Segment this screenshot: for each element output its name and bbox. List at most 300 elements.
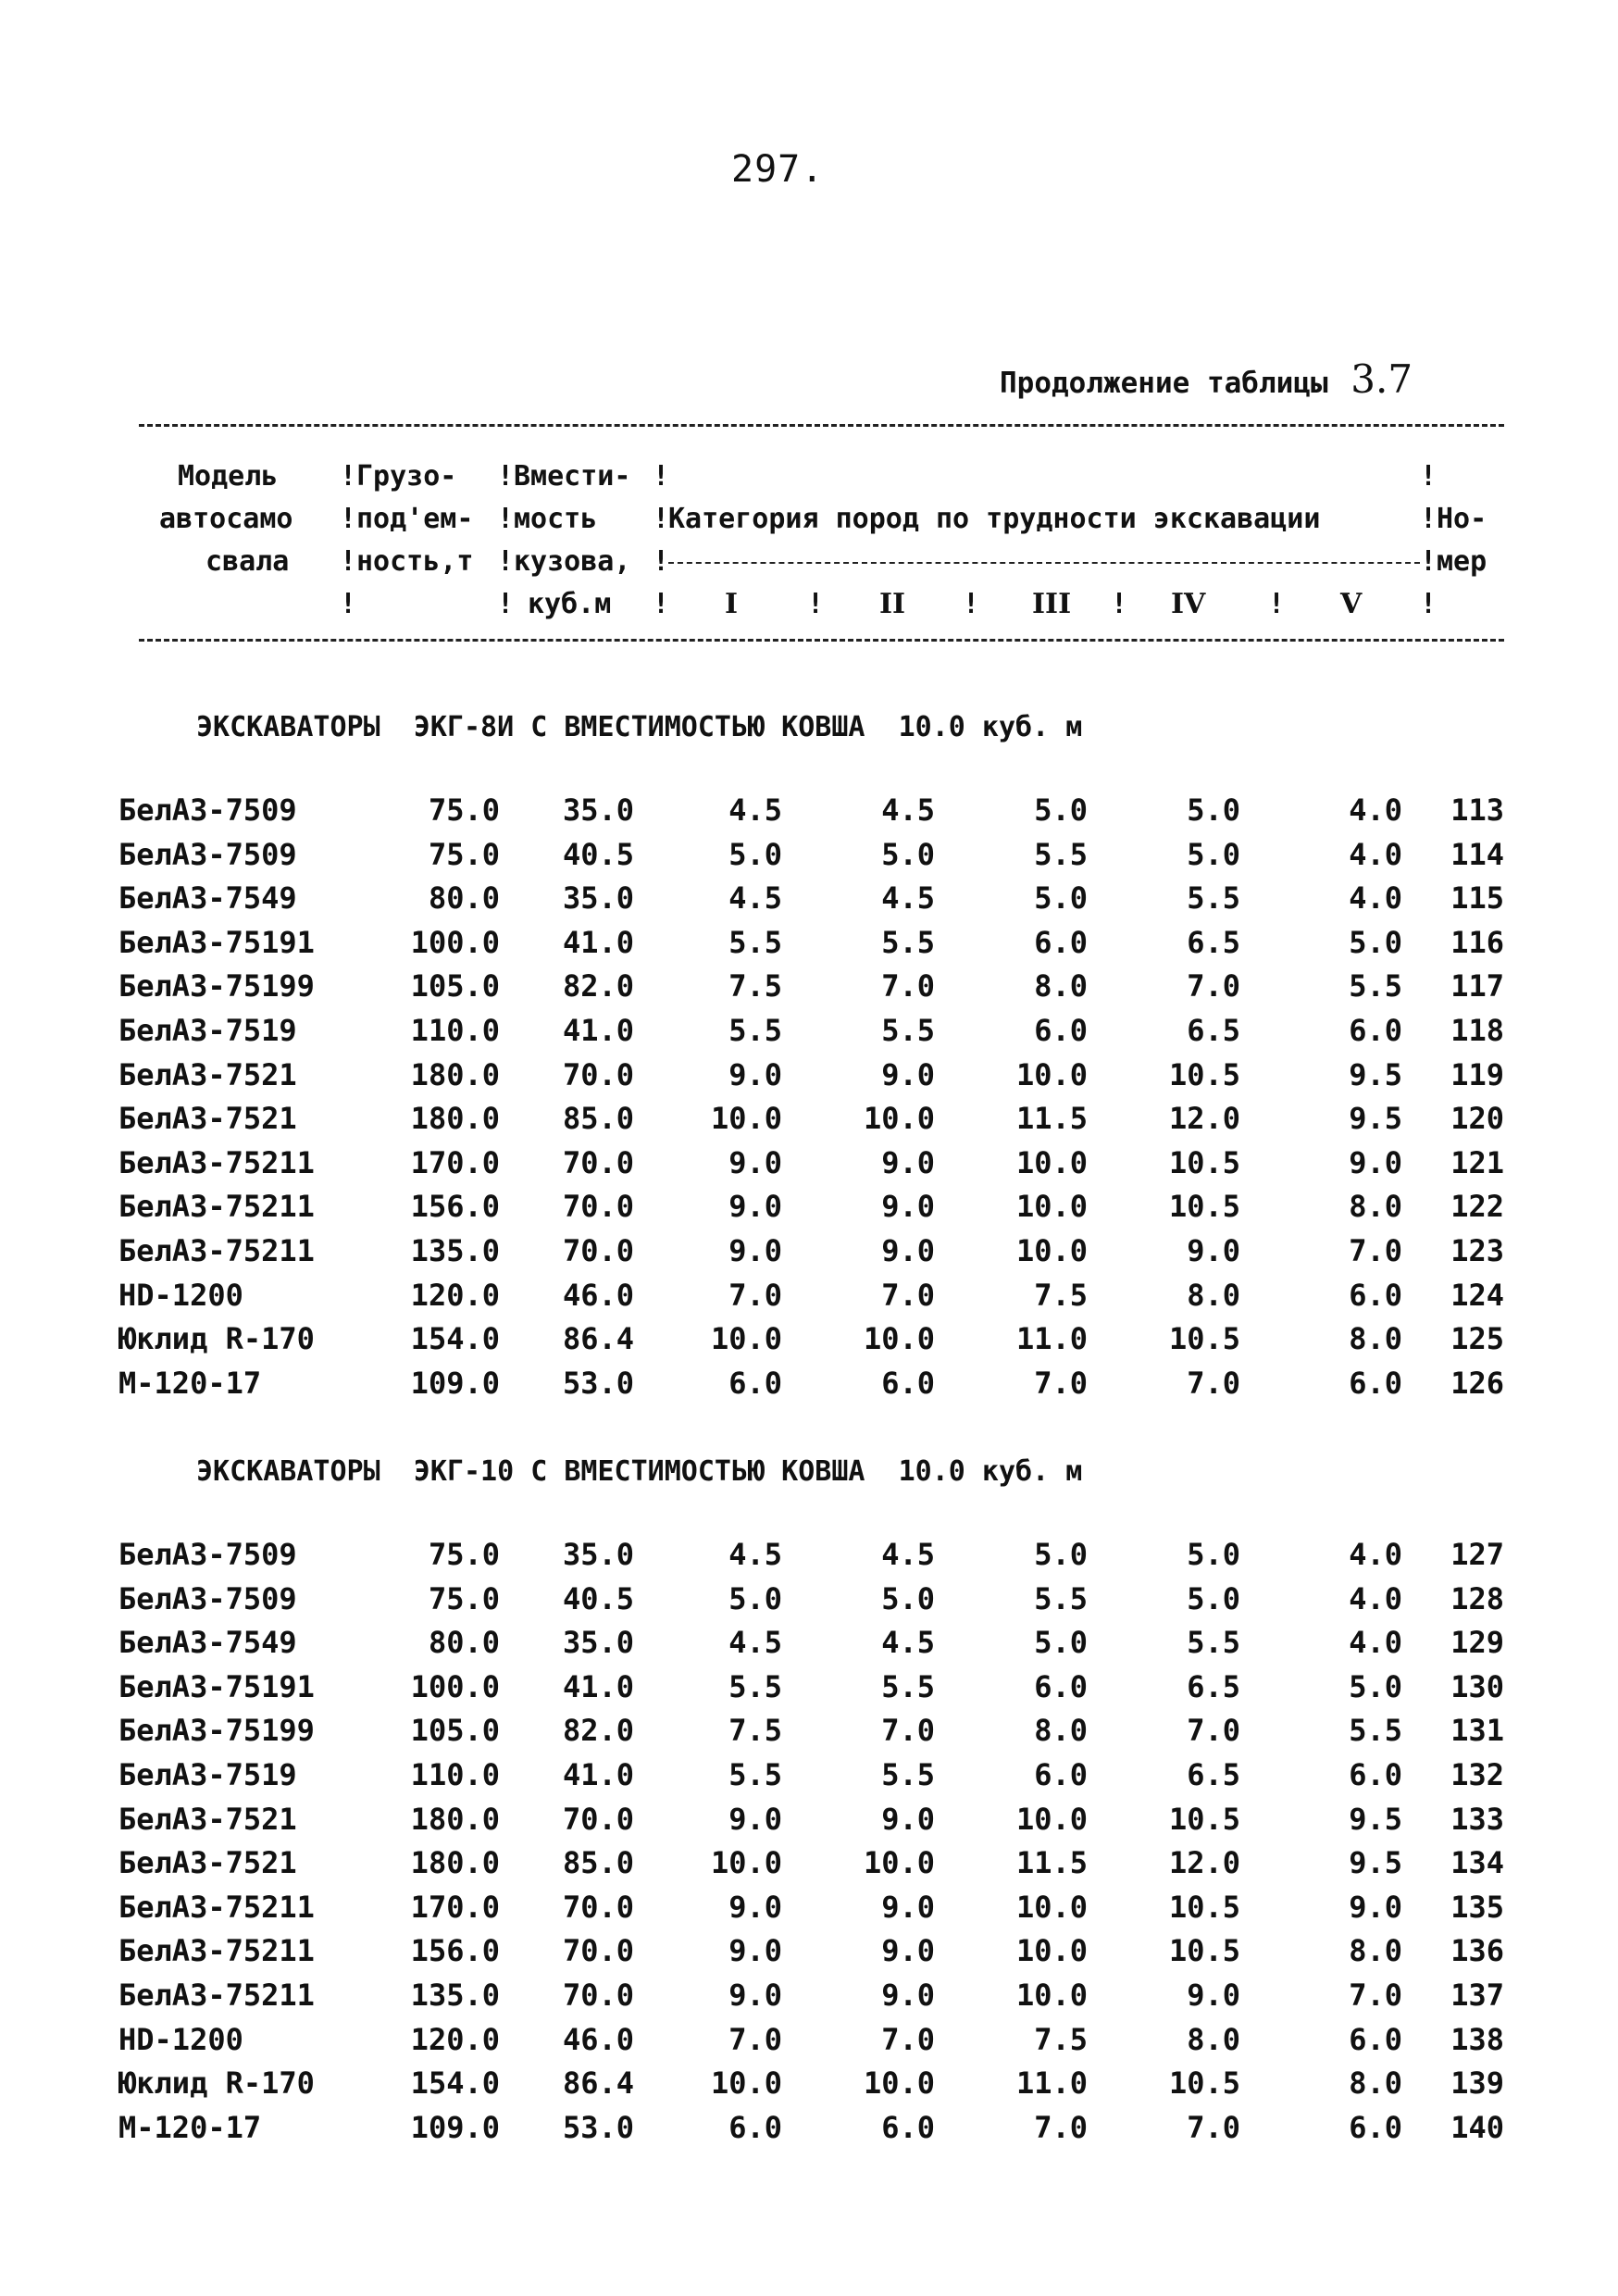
section-title: ЭКСКАВАТОРЫ ЭКГ-8И С ВМЕСТИМОСТЬЮ КОВША 10.0 куб. м [196,711,1083,743]
category-iv-value: 10.5 [1168,2065,1240,2102]
category-iv-value: 10.5 [1168,1801,1240,1837]
payload-value: 105.0 [410,1713,500,1749]
category-i-value: 5.5 [728,1757,782,1792]
row-number: 122 [1450,1189,1504,1225]
header-volume-line-2: мость [514,503,598,535]
category-iv-value: 12.0 [1168,1101,1240,1137]
category-iv-value: 7.0 [1187,1713,1240,1749]
category-i-value: 10.0 [710,2065,782,2102]
model-name: М-120-17 [118,2109,262,2145]
category-iv-value: 10.5 [1168,1056,1240,1092]
model-name: БелАЗ-7509 [118,792,297,828]
payload-value: 75.0 [428,1537,500,1572]
category-i-value: 10.0 [710,1321,782,1357]
category-iv-value: 10.5 [1168,1933,1240,1969]
category-i-value: 7.5 [728,1713,782,1749]
header-volume-line-3: кузова, [514,545,631,578]
category-iv-value: 9.0 [1187,1978,1240,2013]
category-v-value: 9.5 [1349,1801,1402,1837]
model-name: БелАЗ-7521 [118,1845,297,1881]
category-iv-value: 5.5 [1187,880,1240,917]
category-ii-value: 5.5 [881,924,935,960]
category-v-value: 8.0 [1349,1321,1402,1357]
category-iii-value: 8.0 [1034,1713,1088,1749]
category-ii-value: 4.5 [881,880,935,917]
model-name: БелАЗ-7519 [118,1013,297,1048]
category-iv-value: 8.0 [1187,2021,1240,2057]
payload-value: 120.0 [410,1277,500,1313]
model-name: БелАЗ-75211 [118,1978,315,2013]
category-ii-value: 4.5 [881,792,935,828]
category-v-value: 5.0 [1349,924,1402,960]
table-row [0,1666,1618,1709]
category-v-value: 8.0 [1349,1189,1402,1225]
category-iv-value: 5.0 [1187,1580,1240,1616]
table-row [0,1841,1618,1885]
payload-value: 100.0 [410,1668,500,1704]
payload-value: 170.0 [410,1144,500,1180]
category-i-value: 6.0 [728,2109,782,2145]
category-i-value: 9.0 [728,1189,782,1225]
model-name: HD-1200 [118,1277,243,1313]
body-volume-value: 70.0 [562,1801,634,1837]
header-separator-2b: ! [497,503,515,535]
category-iii-value: 10.0 [1015,1233,1088,1268]
header-separator-4: ! [1420,460,1438,493]
table-row [0,1578,1618,1621]
header-category-i: I [725,588,739,620]
body-volume-value: 41.0 [562,1668,634,1704]
category-ii-value: 4.5 [881,1625,935,1661]
body-volume-value: 35.0 [562,1625,634,1661]
category-i-value: 4.5 [728,1625,782,1661]
body-volume-value: 46.0 [562,1277,634,1313]
category-iii-value: 11.5 [1015,1101,1088,1137]
category-iii-value: 6.0 [1034,924,1088,960]
payload-value: 180.0 [410,1101,500,1137]
model-name: БелАЗ-7519 [118,1757,297,1792]
category-v-value: 6.0 [1349,1365,1402,1401]
header-model-line-2: автосамо [159,503,293,535]
payload-value: 135.0 [410,1978,500,2013]
body-volume-value: 35.0 [562,792,634,828]
model-name: БелАЗ-75211 [118,1933,315,1969]
category-i-value: 9.0 [728,1233,782,1268]
category-ii-value: 9.0 [881,1144,935,1180]
category-v-value: 9.0 [1349,1144,1402,1180]
category-i-value: 9.0 [728,1933,782,1969]
category-i-value: 9.0 [728,1056,782,1092]
category-iii-value: 10.0 [1015,1189,1088,1225]
category-iii-value: 11.0 [1015,2065,1088,2102]
category-i-value: 9.0 [728,1978,782,2013]
category-v-value: 9.5 [1349,1101,1402,1137]
payload-value: 156.0 [410,1189,500,1225]
body-volume-value: 70.0 [562,1144,634,1180]
header-volume-line-4: куб.м [528,588,612,620]
category-iv-value: 5.5 [1187,1625,1240,1661]
category-iii-value: 5.0 [1034,1537,1088,1572]
header-separator-3c: ! [653,545,670,578]
category-i-value: 5.5 [728,1668,782,1704]
category-ii-value: 10.0 [863,1845,935,1881]
body-volume-value: 86.4 [562,2065,634,2102]
category-iii-value: 6.0 [1034,1757,1088,1792]
payload-value: 75.0 [428,792,500,828]
model-name: Юклид R-170 [118,1321,315,1357]
category-iv-value: 10.5 [1168,1144,1240,1180]
category-i-value: 4.5 [728,1537,782,1572]
header-category-divider [668,562,1420,564]
category-iv-value: 7.0 [1187,968,1240,1004]
payload-value: 156.0 [410,1933,500,1969]
row-number: 128 [1450,1580,1504,1616]
category-iii-value: 5.0 [1034,792,1088,828]
category-iv-value: 9.0 [1187,1233,1240,1268]
model-name: БелАЗ-7509 [118,1537,297,1572]
row-number: 138 [1450,2021,1504,2057]
table-row [0,1709,1618,1753]
category-v-value: 6.0 [1349,1013,1402,1048]
table-row [0,1533,1618,1577]
category-iv-value: 8.0 [1187,1277,1240,1313]
category-v-value: 6.0 [1349,2109,1402,2145]
row-number: 121 [1450,1144,1504,1180]
category-ii-value: 9.0 [881,1801,935,1837]
body-volume-value: 35.0 [562,1537,634,1572]
model-name: М-120-17 [118,1365,262,1401]
table-row [0,1054,1618,1097]
row-number: 118 [1450,1013,1504,1048]
payload-value: 110.0 [410,1013,500,1048]
header-separator-2c: ! [497,545,515,578]
category-i-value: 10.0 [710,1845,782,1881]
body-volume-value: 70.0 [562,1978,634,2013]
payload-value: 109.0 [410,2109,500,2145]
category-iii-value: 10.0 [1015,1978,1088,2013]
header-payload-line-2: под'ем- [356,503,474,535]
model-name: БелАЗ-7549 [118,1625,297,1661]
header-top-rule [139,424,1504,427]
category-iv-value: 5.0 [1187,1537,1240,1572]
category-iii-value: 10.0 [1015,1056,1088,1092]
table-row [0,1798,1618,1841]
category-iii-value: 8.0 [1034,968,1088,1004]
payload-value: 120.0 [410,2021,500,2057]
category-v-value: 6.0 [1349,2021,1402,2057]
table-row [0,921,1618,965]
category-ii-value: 7.0 [881,1277,935,1313]
category-ii-value: 5.0 [881,836,935,872]
category-iii-value: 5.5 [1034,836,1088,872]
header-payload-line-1: Грузо- [356,460,457,493]
model-name: БелАЗ-75211 [118,1233,315,1268]
model-name: БелАЗ-75211 [118,1189,315,1225]
payload-value: 75.0 [428,1580,500,1616]
category-iv-value: 7.0 [1187,1365,1240,1401]
payload-value: 75.0 [428,836,500,872]
category-iii-value: 10.0 [1015,1801,1088,1837]
body-volume-value: 46.0 [562,2021,634,2057]
table-row [0,1929,1618,1973]
category-iii-value: 7.5 [1034,2021,1088,2057]
header-number-line-1: Но- [1437,503,1487,535]
body-volume-value: 41.0 [562,1013,634,1048]
category-ii-value: 5.5 [881,1668,935,1704]
header-separator-1c: ! [340,545,357,578]
category-i-value: 7.5 [728,968,782,1004]
header-separator-4c: ! [1420,545,1438,578]
table-row [0,965,1618,1008]
category-iv-value: 6.5 [1187,1668,1240,1704]
body-volume-value: 85.0 [562,1845,634,1881]
category-iv-value: 5.0 [1187,792,1240,828]
category-v-value: 5.5 [1349,1713,1402,1749]
row-number: 117 [1450,968,1504,1004]
header-separator-1: ! [340,460,357,493]
model-name: HD-1200 [118,2021,243,2057]
header-category-iii: III [1032,588,1072,620]
category-i-value: 4.5 [728,792,782,828]
body-volume-value: 35.0 [562,880,634,917]
model-name: БелАЗ-7521 [118,1101,297,1137]
category-iv-value: 5.0 [1187,836,1240,872]
section-title: ЭКСКАВАТОРЫ ЭКГ-10 С ВМЕСТИМОСТЬЮ КОВША 10.0 куб. м [196,1455,1083,1488]
category-v-value: 8.0 [1349,2065,1402,2102]
category-v-value: 4.0 [1349,792,1402,828]
header-volume-line-1: Вмести- [514,460,631,493]
table-row [0,1097,1618,1141]
model-name: БелАЗ-7521 [118,1056,297,1092]
table-row [0,877,1618,920]
category-iv-value: 12.0 [1168,1845,1240,1881]
category-ii-value: 9.0 [881,1933,935,1969]
category-ii-value: 5.5 [881,1757,935,1792]
payload-value: 100.0 [410,924,500,960]
header-payload-line-3: ность,т [356,545,474,578]
table-row [0,789,1618,832]
body-volume-value: 40.5 [562,836,634,872]
page-number: 297. [731,148,825,191]
category-i-value: 9.0 [728,1801,782,1837]
body-volume-value: 53.0 [562,2109,634,2145]
category-ii-value: 7.0 [881,1713,935,1749]
body-volume-value: 70.0 [562,1056,634,1092]
payload-value: 180.0 [410,1056,500,1092]
body-volume-value: 53.0 [562,1365,634,1401]
header-category-ii: II [879,588,906,620]
table-row [0,1229,1618,1273]
table-row [0,1142,1618,1185]
category-iii-value: 10.0 [1015,1144,1088,1180]
category-iii-value: 5.0 [1034,880,1088,917]
table-row [0,833,1618,877]
model-name: БелАЗ-75199 [118,1713,315,1749]
payload-value: 180.0 [410,1845,500,1881]
category-v-value: 9.5 [1349,1056,1402,1092]
category-v-value: 4.0 [1349,1580,1402,1616]
row-number: 127 [1450,1537,1504,1572]
body-volume-value: 70.0 [562,1933,634,1969]
model-name: БелАЗ-75211 [118,1144,315,1180]
row-number: 140 [1450,2109,1504,2145]
category-v-value: 6.0 [1349,1757,1402,1792]
category-iii-value: 7.0 [1034,2109,1088,2145]
model-name: БелАЗ-7521 [118,1801,297,1837]
category-v-value: 5.5 [1349,968,1402,1004]
category-v-value: 7.0 [1349,1978,1402,2013]
header-cat-sep-3: ! [1111,588,1128,620]
table-row [0,2018,1618,2062]
table-row [0,2106,1618,2150]
model-name: Юклид R-170 [118,2065,315,2102]
header-category-v: V [1340,588,1363,620]
category-ii-value: 9.0 [881,1889,935,1925]
header-separator-4b: ! [1420,503,1438,535]
row-number: 124 [1450,1277,1504,1313]
table-row [0,1621,1618,1665]
category-i-value: 7.0 [728,2021,782,2057]
row-number: 113 [1450,792,1504,828]
category-ii-value: 4.5 [881,1537,935,1572]
table-row [0,1886,1618,1929]
row-number: 129 [1450,1625,1504,1661]
row-number: 133 [1450,1801,1504,1837]
header-category-title: Категория пород по трудности экскавации [668,503,1321,535]
model-name: БелАЗ-75199 [118,968,315,1004]
category-ii-value: 9.0 [881,1978,935,2013]
category-iii-value: 10.0 [1015,1889,1088,1925]
category-i-value: 4.5 [728,880,782,917]
category-ii-value: 9.0 [881,1056,935,1092]
category-ii-value: 10.0 [863,1321,935,1357]
body-volume-value: 85.0 [562,1101,634,1137]
header-model-line-1: Модель [178,460,279,493]
model-name: БелАЗ-75191 [118,924,315,960]
table-row [0,1185,1618,1229]
category-v-value: 7.0 [1349,1233,1402,1268]
header-separator-3: ! [653,460,670,493]
category-ii-value: 6.0 [881,2109,935,2145]
category-ii-value: 9.0 [881,1189,935,1225]
row-number: 119 [1450,1056,1504,1092]
model-name: БелАЗ-7549 [118,880,297,917]
row-number: 132 [1450,1757,1504,1792]
header-bottom-rule [139,639,1504,642]
header-number-line-2: мер [1437,545,1487,578]
body-volume-value: 70.0 [562,1189,634,1225]
model-name: БелАЗ-7509 [118,1580,297,1616]
category-ii-value: 7.0 [881,968,935,1004]
body-volume-value: 41.0 [562,924,634,960]
payload-value: 135.0 [410,1233,500,1268]
payload-value: 80.0 [428,1625,500,1661]
category-iv-value: 6.5 [1187,1757,1240,1792]
model-name: БелАЗ-75191 [118,1668,315,1704]
category-iii-value: 6.0 [1034,1013,1088,1048]
category-iv-value: 10.5 [1168,1189,1240,1225]
category-i-value: 9.0 [728,1889,782,1925]
row-number: 135 [1450,1889,1504,1925]
row-number: 120 [1450,1101,1504,1137]
payload-value: 80.0 [428,880,500,917]
payload-value: 170.0 [410,1889,500,1925]
header-separator-2d: ! [497,588,515,620]
category-ii-value: 9.0 [881,1233,935,1268]
table-row [0,2062,1618,2105]
category-v-value: 9.0 [1349,1889,1402,1925]
category-v-value: 4.0 [1349,1625,1402,1661]
category-v-value: 4.0 [1349,880,1402,917]
row-number: 137 [1450,1978,1504,2013]
category-iii-value: 10.0 [1015,1933,1088,1969]
category-ii-value: 10.0 [863,1101,935,1137]
category-i-value: 5.5 [728,1013,782,1048]
model-name: БелАЗ-75211 [118,1889,315,1925]
table-row [0,1362,1618,1405]
row-number: 134 [1450,1845,1504,1881]
body-volume-value: 70.0 [562,1233,634,1268]
header-cat-sep-4: ! [1268,588,1286,620]
row-number: 115 [1450,880,1504,917]
body-volume-value: 70.0 [562,1889,634,1925]
category-i-value: 5.0 [728,1580,782,1616]
category-ii-value: 6.0 [881,1365,935,1401]
row-number: 136 [1450,1933,1504,1969]
table-continuation-label [1000,356,1413,402]
body-volume-value: 82.0 [562,1713,634,1749]
category-v-value: 4.0 [1349,1537,1402,1572]
category-ii-value: 5.0 [881,1580,935,1616]
table-number: 3.7 [1350,356,1413,402]
row-number: 123 [1450,1233,1504,1268]
header-separator-4d: ! [1420,588,1438,620]
table-row [0,1009,1618,1053]
row-number: 139 [1450,2065,1504,2102]
category-iv-value: 6.5 [1187,1013,1240,1048]
header-separator-1d: ! [340,588,357,620]
row-number: 125 [1450,1321,1504,1357]
header-model-line-3: свала [205,545,290,578]
category-iii-value: 5.0 [1034,1625,1088,1661]
body-volume-value: 40.5 [562,1580,634,1616]
category-iii-value: 7.5 [1034,1277,1088,1313]
payload-value: 109.0 [410,1365,500,1401]
header-category-iv: IV [1171,588,1206,620]
header-cat-sep-1: ! [807,588,825,620]
category-iv-value: 7.0 [1187,2109,1240,2145]
category-v-value: 6.0 [1349,1277,1402,1313]
row-number: 130 [1450,1668,1504,1704]
category-iii-value: 5.5 [1034,1580,1088,1616]
header-separator-3d: ! [653,588,670,620]
row-number: 114 [1450,836,1504,872]
category-i-value: 6.0 [728,1365,782,1401]
category-v-value: 9.5 [1349,1845,1402,1881]
header-separator-2: ! [497,460,515,493]
category-iv-value: 6.5 [1187,924,1240,960]
body-volume-value: 82.0 [562,968,634,1004]
payload-value: 180.0 [410,1801,500,1837]
category-i-value: 7.0 [728,1277,782,1313]
category-ii-value: 10.0 [863,2065,935,2102]
row-number: 116 [1450,924,1504,960]
body-volume-value: 86.4 [562,1321,634,1357]
category-i-value: 5.5 [728,924,782,960]
payload-value: 110.0 [410,1757,500,1792]
category-v-value: 4.0 [1349,836,1402,872]
category-ii-value: 5.5 [881,1013,935,1048]
